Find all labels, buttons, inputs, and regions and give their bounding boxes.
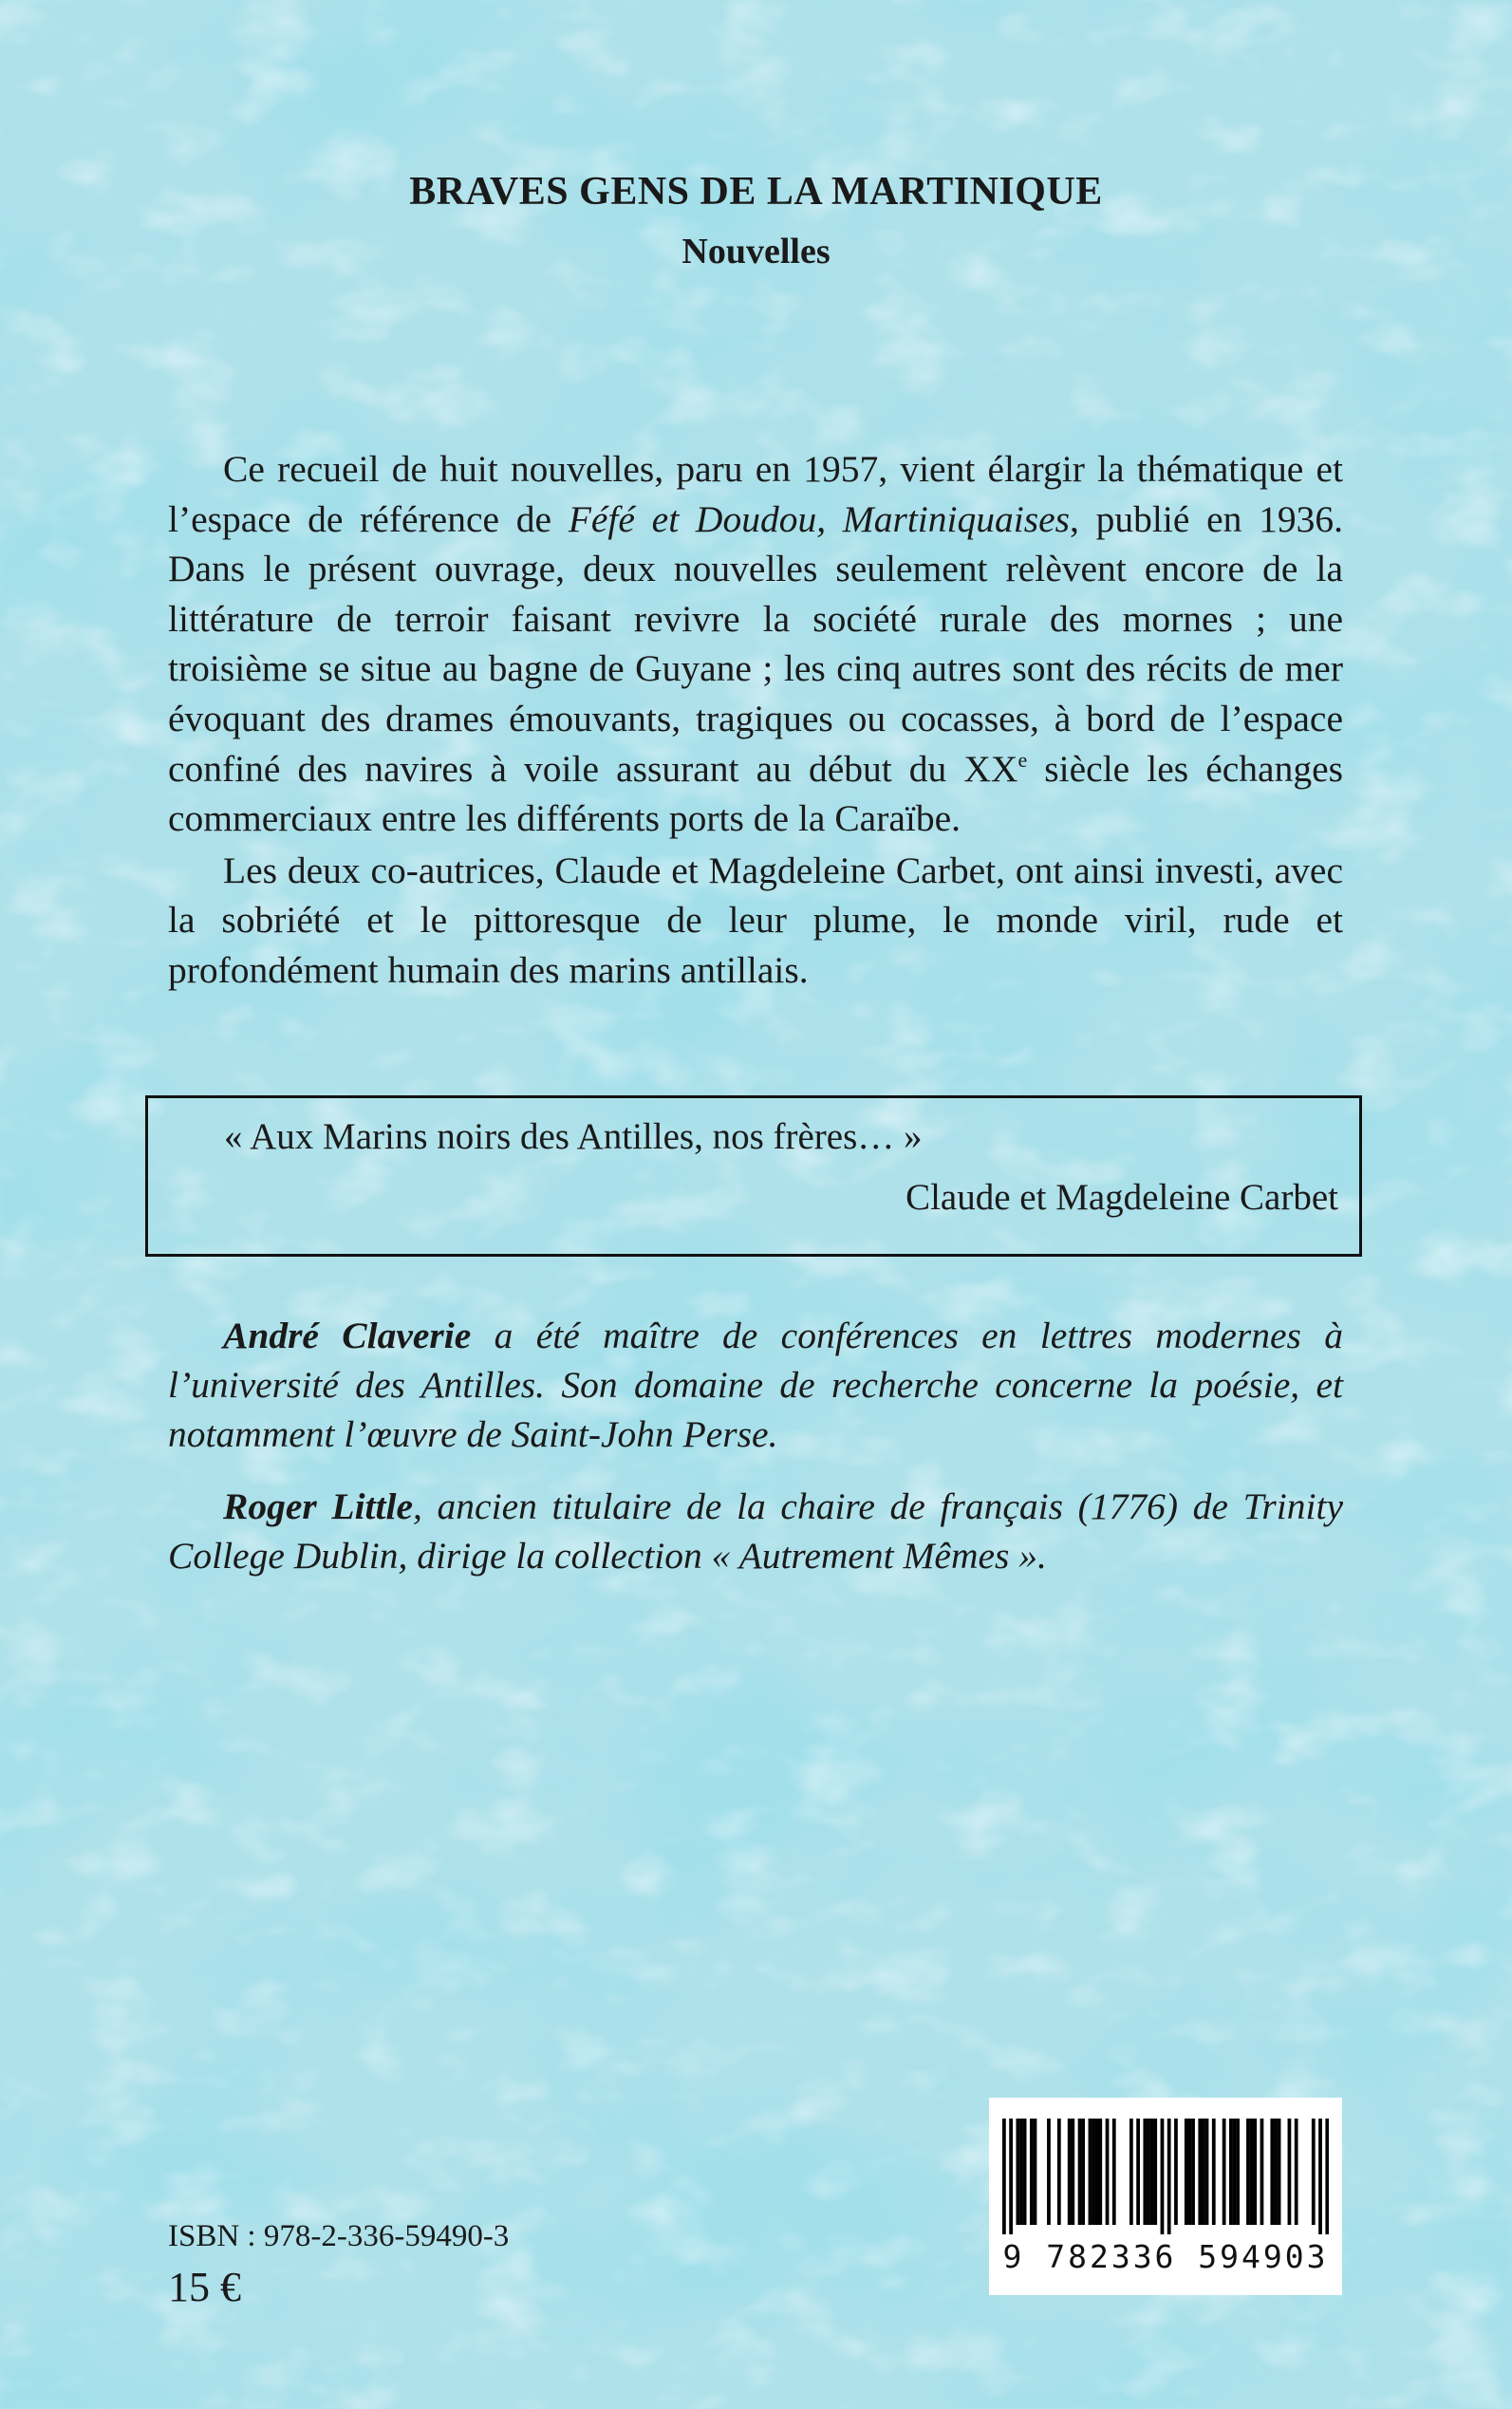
barcode-bar	[1278, 2119, 1281, 2225]
barcode-bar	[1318, 2119, 1322, 2234]
barcode-bar	[1030, 2119, 1034, 2225]
barcode-bar	[1174, 2119, 1178, 2225]
barcode-bar	[1019, 2119, 1023, 2225]
barcode-bar	[1153, 2119, 1157, 2225]
price: 15 €	[168, 2264, 241, 2310]
barcode-bar	[1112, 2119, 1116, 2225]
barcode-digits: 9 782336 594903	[1002, 2238, 1329, 2275]
bio-roger-little: Roger Little, ancien titulaire de la chaire de français (1776) de Trinity College Dublin, dirige la collection « Autrement Mêmes ».	[168, 1485, 1343, 1577]
blurb-paragraph-1: Ce recueil de huit nouvelles, paru en 1957, vient élargir la thématique et l’espace de référence de Féfé et Doudou, Martiniquaises, publié en 1936. Dans le présent ouvrage, deux nouvelles seulement relèvent encore de la littérature de terroir faisant revivre la société rurale des mornes ; une troisième se situe au bagne de Guyane ; les cinq autres sont des récits de mer évoquant des drames émouvants, tragiques ou cocasses, à bord de l’espace confiné des navires à voile assurant au début du XXe siècle les échanges commerciaux entre les différents ports de la Caraïbe.	[168, 448, 1343, 840]
barcode-bar	[1089, 2119, 1092, 2225]
barcode-bar	[1205, 2119, 1209, 2225]
barcode	[989, 2098, 1342, 2295]
barcode-bar	[1143, 2119, 1147, 2225]
book-subtitle: Nouvelles	[681, 232, 831, 271]
barcode-bar	[1034, 2119, 1037, 2225]
barcode-bar	[1212, 2119, 1216, 2225]
barcode-bar	[1092, 2119, 1095, 2225]
barcode-bar	[1095, 2119, 1099, 2225]
barcode-bar	[1150, 2119, 1154, 2225]
barcode-bar	[1098, 2119, 1102, 2225]
barcode-bar	[1136, 2119, 1140, 2225]
barcode-bar	[1023, 2119, 1027, 2225]
barcode-bar	[1147, 2119, 1150, 2225]
barcode-bar	[1071, 2119, 1074, 2225]
barcode-bar	[1288, 2119, 1292, 2225]
barcode-bar	[1078, 2119, 1082, 2225]
barcode-bar	[1253, 2119, 1257, 2225]
barcode-bar	[1106, 2119, 1110, 2225]
blurb-paragraph-2: Les deux co-autrices, Claude et Magdeleine Carbet, ont ainsi investi, avec la sobriété et le pittoresque de leur plume, le monde viril, rude et profondément humain des marins antillais.	[168, 849, 1343, 991]
barcode-bar	[1202, 2119, 1205, 2225]
barcode-bar	[1129, 2119, 1133, 2225]
bio-name: André Claverie	[223, 1315, 472, 1356]
barcode-bar	[1009, 2119, 1013, 2234]
referenced-work-title: Féfé et Doudou, Martiniquaises	[568, 497, 1071, 540]
editor-bios	[168, 1311, 1343, 1580]
barcode-bar	[1198, 2119, 1202, 2225]
barcode-bar	[1325, 2119, 1329, 2234]
barcode-bar	[1167, 2119, 1171, 2234]
barcode-bar	[1229, 2119, 1233, 2225]
barcode-bar	[1057, 2119, 1061, 2225]
bio-name: Roger Little	[223, 1485, 413, 1527]
barcode-bar	[1260, 2119, 1264, 2225]
barcode-bar	[1047, 2119, 1051, 2225]
barcode-bar	[1246, 2119, 1250, 2225]
barcode-bar	[1016, 2119, 1019, 2225]
barcode-bar	[1161, 2119, 1165, 2234]
isbn: ISBN : 978-2-336-59490-3	[168, 2219, 510, 2253]
barcode-bar	[1233, 2119, 1237, 2225]
blurb	[168, 444, 1343, 996]
barcode-bar	[1295, 2119, 1298, 2225]
barcode-bar	[1312, 2119, 1316, 2225]
barcode-bar	[1223, 2119, 1226, 2225]
barcode-bar	[1274, 2119, 1278, 2225]
bio-andre-claverie: André Claverie a été maître de conférences en lettres modernes à l’université des Antilles. Son domaine de recherche concerne la poésie, et notamment l’œuvre de Saint-John Perse.	[168, 1315, 1343, 1455]
barcode-bar	[1188, 2119, 1192, 2225]
dedication-box	[145, 1095, 1362, 1257]
barcode-bar	[1002, 2119, 1006, 2234]
dedication-attribution: Claude et Magdeleine Carbet	[905, 1177, 1338, 1218]
barcode-bar	[1081, 2119, 1085, 2225]
barcode-bar	[1068, 2119, 1072, 2225]
barcode-bar	[1185, 2119, 1188, 2225]
book-title: BRAVES GENS DE LA MARTINIQUE	[409, 170, 1103, 214]
barcode-bar	[1250, 2119, 1254, 2225]
barcode-bar	[1270, 2119, 1274, 2225]
barcode-bar	[1236, 2119, 1240, 2225]
dedication-quote: « Aux Marins noirs des Antilles, nos frères… »	[224, 1116, 923, 1157]
barcode-bars	[1002, 2119, 1329, 2234]
barcode-bar	[1191, 2119, 1195, 2225]
